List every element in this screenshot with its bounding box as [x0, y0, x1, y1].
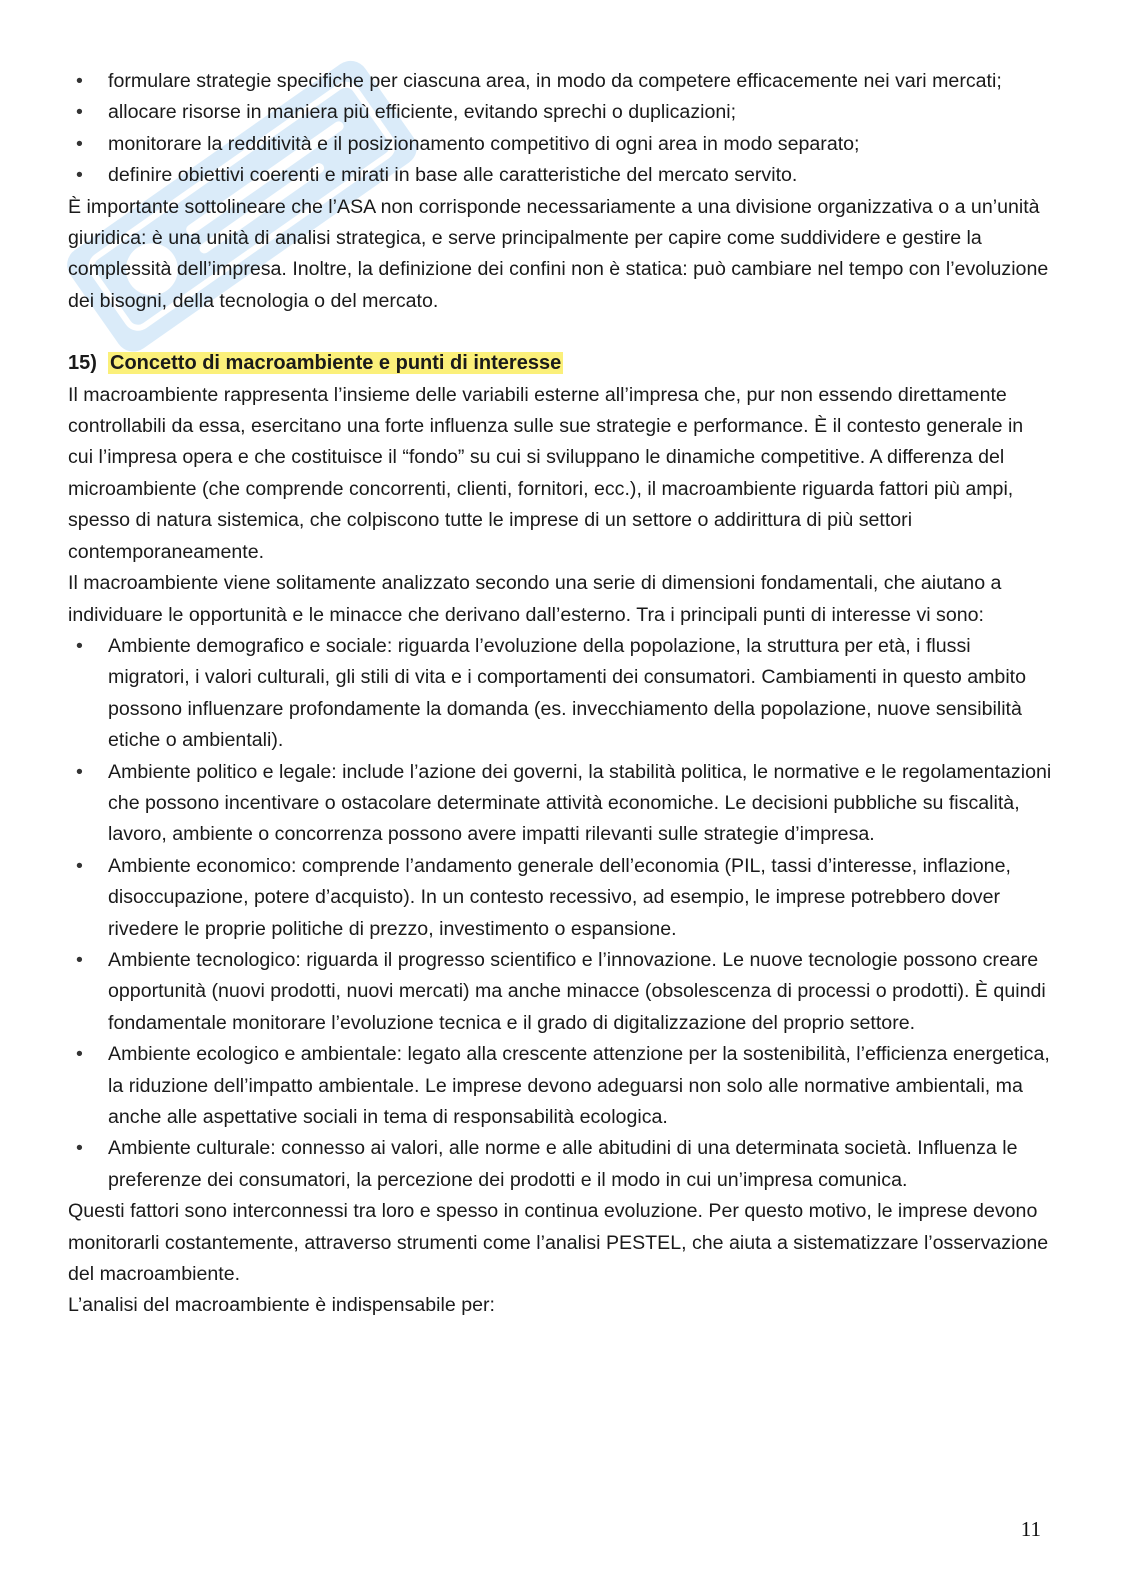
section-title: Concetto di macroambiente e punti di interesse	[110, 352, 562, 375]
list-item: • allocare risorse in maniera più efficiente, evitando sprechi o duplicazioni;	[68, 97, 1053, 128]
top-bullet-list	[68, 66, 1053, 192]
list-item: • Ambiente politico e legale: include l’azione dei governi, la stabilità politica, le normative e le regolamentazioni che possono incentivare o ostacolare determinate attività economiche. Le decisioni pubbliche su fiscalità, lavoro, ambiente o concorrenza possono avere impatti rilevanti sulle strategie d’impresa.	[68, 757, 1053, 851]
list-item: • Ambiente demografico e sociale: riguarda l’evoluzione della popolazione, la struttura per età, i flussi migratori, i valori culturali, gli stili di vita e i comportamenti dei consumatori. Cambiamenti in questo ambito possono influenzare profondamente la domanda (es. invecchiamento della popolazione, nuove sensibilità etiche o ambientali).	[68, 631, 1053, 757]
list-item: • Ambiente ecologico e ambientale: legato alla crescente attenzione per la sostenibilità, l’efficienza energetica, la riduzione dell’impatto ambientale. Le imprese devono adeguarsi non solo alle normative ambientali, ma anche alle aspettative sociali in tema di responsabilità ecologica.	[68, 1039, 1053, 1133]
final-line: L’analisi del macroambiente è indispensabile per:	[68, 1294, 495, 1317]
list-item: • Ambiente culturale: connesso ai valori, alle norme e alle abitudini di una determinata società. Influenza le preferenze dei consumatori, la percezione dei prodotti e il modo in cui un’impresa comunica.	[68, 1133, 1053, 1196]
list-item: • Ambiente tecnologico: riguarda il progresso scientifico e l’innovazione. Le nuove tecnologie possono creare opportunità (nuovi prodotti, nuovi mercati) ma anche minacce (obsolescenza di processi o prodotti). È quindi fondamentale monitorare l’evoluzione tecnica e il grado di digitalizzazione del proprio settore.	[68, 945, 1053, 1039]
section-heading	[68, 348, 1053, 379]
page-number: 11	[1020, 1517, 1041, 1541]
list-item: • formulare strategie specifiche per ciascuna area, in modo da competere efficacemente nei vari mercati;	[68, 66, 1053, 97]
intro-paragraph: Il macroambiente rappresenta l’insieme delle variabili esterne all’impresa che, pur non essendo direttamente controllabili da essa, esercitano una forte influenza sulle sue strategie e performance. È il contesto generale in cui l’impresa opera e che costituisce il “fondo” su cui si sviluppano le dinamiche competitive. A differenza del microambiente (che comprende concorrenti, clienti, fornitori, ecc.), il macroambiente riguarda fattori più ampi, spesso di natura sistemica, che colpiscono tutte le imprese di un settore o addirittura di più settori contemporaneamente.	[68, 383, 1024, 563]
dimension-bullet-list	[68, 631, 1053, 1196]
list-item: • definire obiettivi coerenti e mirati in base alle caratteristiche del mercato servito.	[68, 160, 1053, 191]
list-item: • Ambiente economico: comprende l’andamento generale dell’economia (PIL, tassi d’interesse, inflazione, disoccupazione, potere d’acquisto). In un contesto recessivo, ad esempio, le imprese potrebbero dover rivedere le proprie politiche di prezzo, investimento o espansione.	[68, 851, 1053, 945]
section-number: 15)	[68, 352, 97, 375]
list-item: • monitorare la redditività e il posizionamento competitivo di ogni area in modo separato;	[68, 129, 1053, 160]
closing-paragraph: Questi fattori sono interconnessi tra loro e spesso in continua evoluzione. Per questo motivo, le imprese devono monitorarli costantemente, attraverso strumenti come l’analisi PESTEL, che aiuta a sistematizzare l’osservazione del macroambiente.	[68, 1200, 1049, 1286]
asa-paragraph: È importante sottolineare che l’ASA non corrisponde necessariamente a una divisione organizzativa o a un’unità giuridica: è una unità di analisi strategica, e serve principalmente per capire come suddividere e gestire la complessità dell’impresa. Inoltre, la definizione dei confini non è statica: può cambiare nel tempo con l’evoluzione dei bisogni, della tecnologia o del mercato.	[68, 195, 1049, 312]
dimensions-paragraph: Il macroambiente viene solitamente analizzato secondo una serie di dimensioni fondamentali, che aiutano a individuare le opportunità e le minacce che derivano dall’esterno. Tra i principali punti di interesse vi sono:	[68, 572, 1002, 626]
document-body	[68, 66, 1053, 1322]
